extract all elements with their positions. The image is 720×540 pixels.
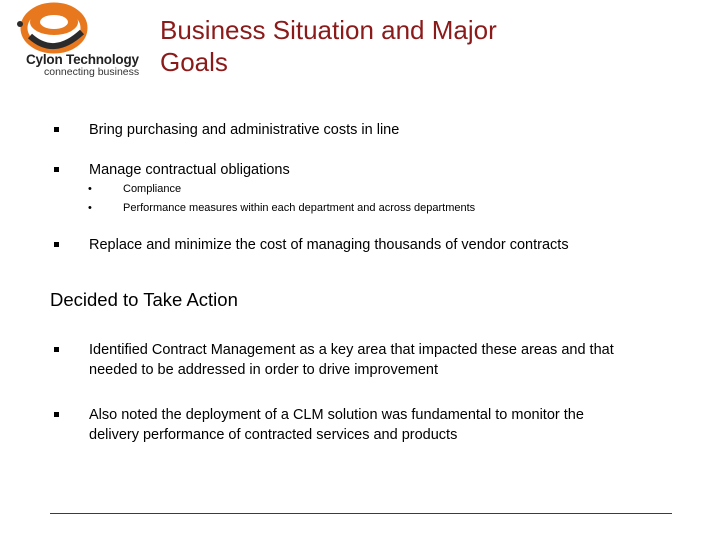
logo-company-name: Cylon Technology	[26, 52, 139, 67]
action-item-line-1: Also noted the deployment of a CLM solution was fundamental to monitor the	[89, 407, 584, 423]
goal-item-text: Manage contractual obligations	[89, 162, 290, 178]
logo-tagline: connecting business	[44, 66, 140, 78]
action-item-line-2: needed to be addressed in order to drive improvement	[89, 362, 439, 378]
bullet-square-icon	[54, 167, 59, 172]
slide-title-line-2: Goals	[160, 47, 228, 77]
slide-title-line-1: Business Situation and Major	[160, 15, 497, 45]
action-item-line-2: delivery performance of contracted services and products	[89, 427, 458, 443]
company-logo	[6, 2, 156, 78]
action-item-line-1: Identified Contract Management as a key area that impacted these areas and that	[89, 342, 614, 358]
goal-item-text: Replace and minimize the cost of managing thousands of vendor contracts	[89, 237, 569, 253]
footer-divider	[50, 513, 672, 514]
sub-bullet-icon: •	[88, 202, 92, 214]
bullet-square-icon	[54, 347, 59, 352]
goal-subitem-text: Performance measures within each department and across departments	[123, 202, 476, 214]
goal-subitem-text: Compliance	[123, 183, 182, 195]
bullet-square-icon	[54, 242, 59, 247]
bullet-square-icon	[54, 412, 59, 417]
slide-title	[160, 14, 497, 78]
goal-item-text: Bring purchasing and administrative costs in line	[89, 122, 400, 138]
bullet-square-icon	[54, 127, 59, 132]
section-heading: Decided to Take Action	[50, 289, 238, 310]
cylon-logo-icon	[10, 2, 90, 54]
sub-bullet-icon: •	[88, 183, 92, 195]
